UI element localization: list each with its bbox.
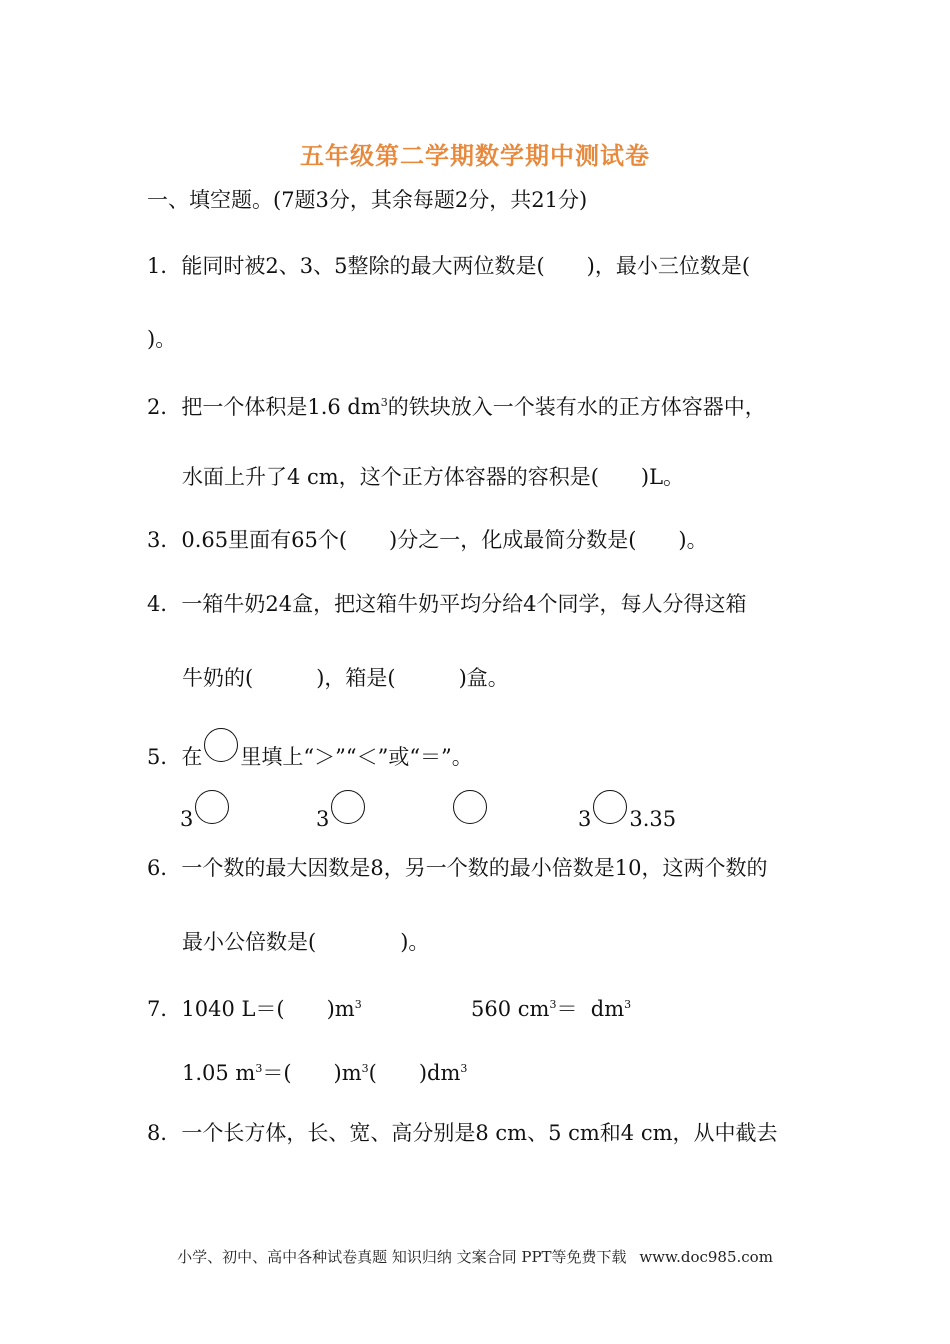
compare-value: 3.35 <box>629 807 677 831</box>
compare-value: 3 <box>316 807 330 831</box>
q7-text: ( )dm <box>368 1061 461 1085</box>
q2-text-rest: 的铁块放入一个装有水的正方体容器中， <box>387 395 766 419</box>
compare-circle-icon[interactable] <box>195 790 229 824</box>
compare-circle-icon[interactable] <box>331 790 365 824</box>
footer-text: 小学、初中、高中各种试卷真题 知识归纳 文案合同 PPT等免费下载 <box>177 1248 627 1266</box>
compare-item-2 <box>316 790 367 833</box>
compare-circle-icon <box>204 728 238 762</box>
q7-text: 560 cm <box>471 997 550 1021</box>
superscript: 3 <box>361 1062 369 1075</box>
footer-link[interactable]: www.doc985.com <box>639 1248 773 1266</box>
superscript: 3 <box>255 1062 263 1075</box>
compare-value: 3 <box>578 807 592 831</box>
question-7-part-1 <box>147 991 362 1023</box>
question-1-line-1: 1．能同时被2、3、5整除的最大两位数是( )，最小三位数是( <box>147 254 751 278</box>
question-7-part-2 <box>471 991 631 1023</box>
q7-text: ＝ dm <box>556 997 625 1021</box>
q7-text: ＝( )m <box>262 1061 362 1085</box>
footer <box>0 1246 950 1267</box>
question-8-line-1: 8．一个长方体，长、宽、高分别是8 cm、5 cm和4 cm，从中截去 <box>147 1121 778 1145</box>
question-2-line-2: 水面上升了4 cm，这个正方体容器的容积是( )L。 <box>182 465 685 489</box>
q2-text: 2．把一个体积是1.6 dm <box>147 395 381 419</box>
q7-text: 7．1040 L＝( )m <box>147 997 355 1021</box>
question-7-part-3 <box>182 1055 467 1087</box>
superscript: 3 <box>460 1062 468 1075</box>
question-6-line-2: 最小公倍数是( )。 <box>182 930 430 954</box>
compare-item-3 <box>451 790 489 833</box>
q5-prefix: 5．在 <box>147 745 203 769</box>
superscript: 3 <box>549 998 557 1011</box>
superscript: 3 <box>380 396 388 409</box>
compare-circle-icon[interactable] <box>593 790 627 824</box>
compare-circle-icon[interactable] <box>453 790 487 824</box>
question-4-line-2: 牛奶的( )，箱是( )盒。 <box>182 666 509 690</box>
superscript: 3 <box>624 998 632 1011</box>
compare-item-4 <box>578 790 676 833</box>
page-title: 五年级第二学期数学期中测试卷 <box>300 142 650 170</box>
question-2-line-1 <box>147 389 766 421</box>
q7-text: 1.05 m <box>182 1061 256 1085</box>
question-1-line-2: )。 <box>147 327 177 351</box>
question-6-line-1: 6．一个数的最大因数是8，另一个数的最小倍数是10，这两个数的 <box>147 856 768 880</box>
compare-value: 3 <box>180 807 194 831</box>
q5-suffix: 里填上“＞”“＜”或“＝”。 <box>240 745 473 769</box>
section-heading: 一、填空题。(7题3分，其余每题2分，共21分) <box>147 188 588 212</box>
question-3: 3．0.65里面有65个( )分之一，化成最简分数是( )。 <box>147 528 708 552</box>
compare-item-1 <box>180 790 231 833</box>
question-5-line-1 <box>147 728 473 771</box>
superscript: 3 <box>354 998 362 1011</box>
question-4-line-1: 4．一箱牛奶24盒，把这箱牛奶平均分给4个同学，每人分得这箱 <box>147 592 747 616</box>
